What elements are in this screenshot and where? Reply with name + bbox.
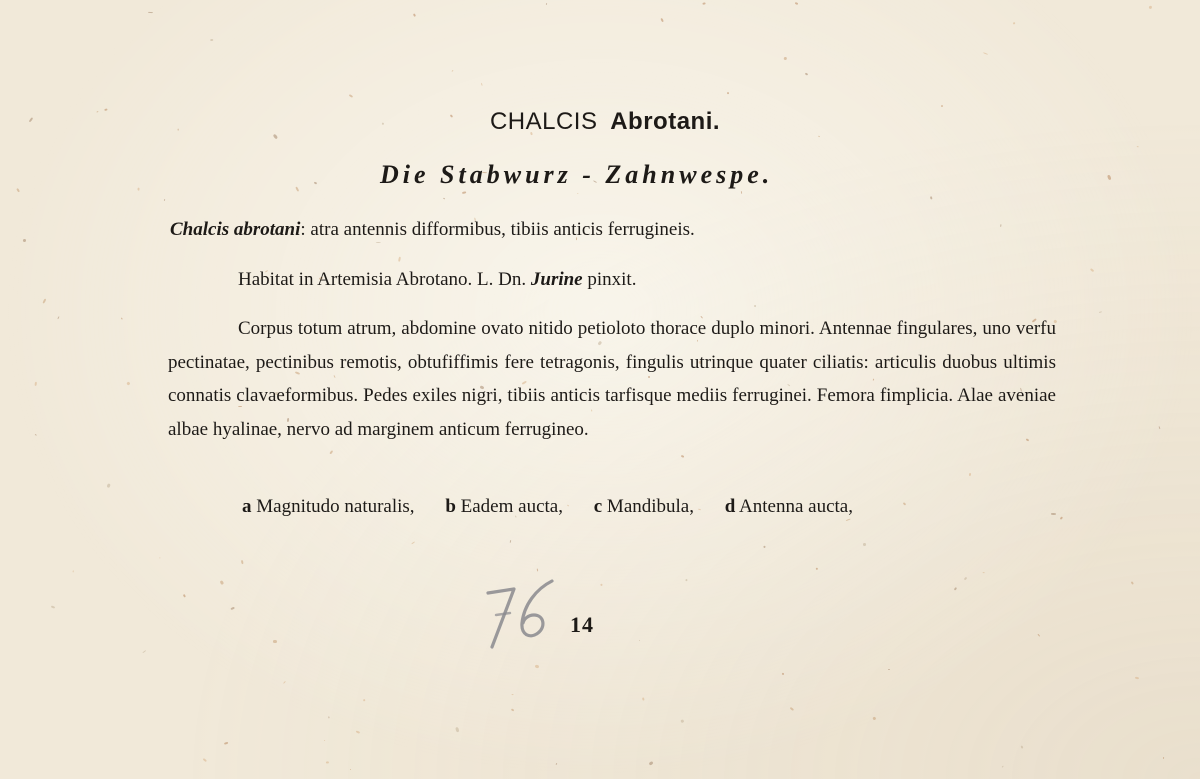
figure-label: Eadem aucta, [460,496,563,517]
paper-fleck [411,541,415,544]
paper-fleck [903,502,907,506]
habitat-line [238,270,636,289]
paper-fleck [537,569,539,572]
habitat-collector: Jurine [530,269,583,290]
habitat-suffix: pinxit. [587,269,637,290]
paper-fleck [983,572,985,574]
paper-fleck [414,14,416,17]
paper-fleck [127,382,131,386]
paper-fleck [796,2,799,4]
figure-letter: a [242,496,252,517]
paper-fleck [1012,22,1015,25]
habitat-text: Habitat in Artemisia Abrotano. L. Dn. [238,269,527,290]
paper-fleck [510,540,512,543]
paper-fleck [983,52,988,55]
paper-fleck [455,727,459,732]
paper-fleck [462,192,466,195]
figure-letter: b [445,496,456,517]
paper-fleck [1000,224,1002,227]
paper-fleck [148,12,153,14]
pencil-annotation [470,575,560,655]
paper-fleck [231,607,235,611]
paper-fleck [545,3,547,5]
paper-fleck [442,197,444,199]
paper-fleck [930,196,932,199]
paper-fleck [350,769,351,770]
paper-fleck [648,761,653,766]
paper-fleck [954,587,957,591]
figure-item [594,496,694,517]
paper-fleck [805,73,809,76]
paper-fleck [577,193,578,194]
paper-fleck [601,584,603,586]
paper-fleck [328,716,330,719]
paper-fleck [348,94,352,98]
figure-item [725,496,853,517]
paper-fleck [57,317,59,320]
paper-fleck [183,594,186,598]
paper-fleck [452,69,454,71]
paper-fleck [224,741,229,744]
paper-fleck [754,305,757,308]
page-subtitle: Die Stabwurz - Zahnwespe. [380,160,774,189]
diagnosis-line [170,220,695,239]
paper-fleck [643,697,645,700]
figure-legend [242,497,853,516]
paper-fleck [325,761,328,764]
paper-fleck [1037,634,1040,637]
page-title [0,108,1200,136]
description-paragraph: Corpus totum atrum, abdomine ovato nitido petioloto thorace duplo minori. Antennae fingulares, uno verfu pectinatae, pectinibus remotis, obtufiffimis fere tetragonis, fingulis utrinque quater ciliatis: articulis duobus ultimis connatis clavaeformibus. Pedes exiles nigri, tibiis anticis tarfisque mediis ferruginei. Femora fimplicia. Alae aveniae albae hyalinae, nervo ad marginem anticum ferrugineo. [168,318,1056,440]
paper-fleck [203,758,207,762]
paper-fleck [941,105,943,107]
paper-fleck [684,578,687,581]
paper-fleck [296,186,300,191]
paper-fleck [535,665,540,669]
paper-fleck [355,730,359,733]
paper-fleck [363,699,366,702]
paper-fleck [1100,311,1103,313]
figure-label: Magnitudo naturalis, [256,496,415,517]
paper-fleck [790,707,794,711]
figure-label: Antenna aucta, [739,496,853,517]
paper-fleck [323,739,325,741]
paper-fleck [1158,426,1160,429]
title-genus: CHALCIS [489,108,598,135]
paper-fleck [1131,581,1134,584]
paper-fleck [121,317,123,319]
paper-fleck [1090,269,1094,273]
paper-fleck [681,455,684,458]
paper-fleck [845,518,850,521]
paper-fleck [816,568,818,570]
paper-fleck [888,669,890,670]
paper-fleck [680,720,684,723]
paper-fleck [863,543,866,546]
paper-fleck [398,257,401,262]
paper-fleck [1060,517,1063,520]
paper-fleck [159,557,161,559]
diagnosis-species-name: Chalcis abrotani [170,219,301,240]
paper-fleck [240,560,243,564]
paper-fleck [142,650,146,653]
paper-fleck [376,242,381,243]
paper-fleck [727,92,729,94]
paper-fleck [1149,6,1152,9]
paper-fleck [283,681,286,684]
paper-fleck [273,639,277,642]
paper-fleck [1163,757,1165,759]
paper-fleck [16,188,20,192]
paper-fleck [42,298,46,303]
paper-fleck [73,570,74,572]
paper-fleck [210,38,213,40]
paper-fleck [639,639,641,641]
page-number: 14 [570,612,594,637]
pencil-annotation-mark [470,575,560,655]
paper-fleck [512,694,514,696]
paper-fleck [1137,146,1139,148]
figure-letter: d [724,496,736,517]
figure-letter: c [593,496,603,517]
figure-label: Mandibula, [606,496,694,517]
paper-fleck [703,2,706,4]
paper-fleck [763,545,765,547]
paper-fleck [964,577,967,580]
paper-fleck [35,381,37,385]
paper-fleck [163,199,165,201]
paper-fleck [106,483,110,487]
paper-fleck [329,450,333,455]
paper-fleck [34,434,36,436]
title-species: Abrotani. [610,108,721,135]
paper-fleck [314,182,317,185]
paper-fleck [511,708,515,712]
paper-fleck [23,238,27,241]
paper-fleck [219,580,223,585]
paper-fleck [784,57,787,60]
figure-item [445,496,563,517]
paper-fleck [818,136,821,138]
paper-fleck [1001,766,1003,768]
paper-fleck [1108,175,1112,180]
diagnosis-text: : atra antennis difformibus, tibiis anticis ferrugineis. [300,219,695,240]
paper-fleck [660,17,664,22]
figure-item [242,496,415,517]
paper-fleck [51,606,55,609]
paper-fleck [782,673,785,676]
paper-fleck [481,83,483,87]
paper-fleck [1135,676,1139,679]
paper-fleck [555,762,557,764]
paper-fleck [1051,513,1056,515]
paper-fleck [873,717,877,721]
paper-fleck [1021,745,1024,748]
paper-fleck [741,191,742,194]
paper-fleck [138,187,140,190]
paper-fleck [969,473,972,476]
